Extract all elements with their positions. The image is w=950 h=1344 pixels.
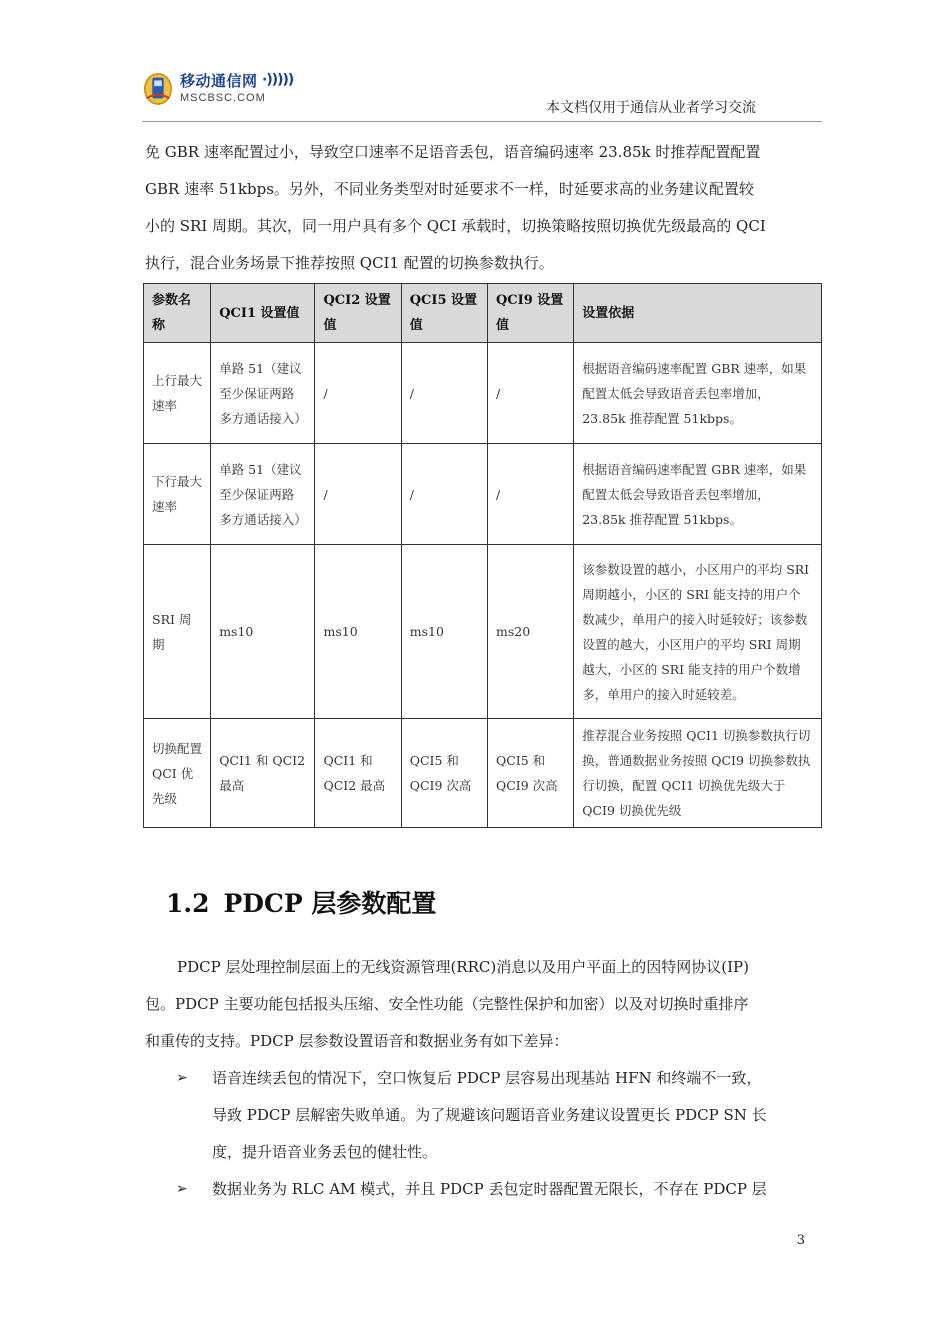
table-cell: 下行最大速率 [144, 444, 211, 545]
table-cell: QCI5 和 QCI9 次高 [401, 719, 487, 828]
paragraph-line: 小的 SRI 周期。其次，同一用户具有多个 QCI 承载时，切换策略按照切换优先级最高的 QCI [145, 217, 766, 235]
table-row [144, 444, 822, 545]
table-cell: QCI1 和 QCI2 最高 [315, 719, 401, 828]
table-cell: SRI 周期 [144, 545, 211, 719]
table-header-row [144, 284, 822, 343]
section-heading [166, 884, 436, 920]
table-header-cell: 设置依据 [574, 284, 822, 343]
table-cell: 上行最大速率 [144, 343, 211, 444]
qci-parameter-table [143, 283, 822, 828]
table-header-cell: QCI5 设置值 [401, 284, 487, 343]
table-cell: 切换配置 QCI 优先级 [144, 719, 211, 828]
header-note: 本文档仅用于通信从业者学习交流 [546, 100, 756, 116]
page-number: 3 [796, 1233, 805, 1248]
section-title-text: PDCP 层参数配置 [223, 889, 437, 918]
table-cell: ms20 [487, 545, 573, 719]
table-header-cell: 参数名称 [144, 284, 211, 343]
table-header-cell: QCI2 设置值 [315, 284, 401, 343]
table-cell: 单路 51（建议至少保证两路多方通话接入） [211, 343, 315, 444]
section-number: 1.2 [166, 889, 210, 918]
table-cell: 根据语音编码速率配置 GBR 速率，如果配置太低会导致语音丢包率增加，23.85k 推荐配置 51kbps。 [574, 343, 822, 444]
bullet-line: 导致 PDCP 层解密失败单通。为了规避该问题语音业务建议设置更长 PDCP SN 长 [212, 1106, 767, 1124]
table-row [144, 343, 822, 444]
table-cell: / [487, 343, 573, 444]
table-cell: / [401, 343, 487, 444]
table-header-cell: QCI9 设置值 [487, 284, 573, 343]
table-row [144, 719, 822, 828]
arrow-bullet-icon: ➢ [176, 1070, 188, 1086]
bullet-line: 数据业务为 RLC AM 模式，并且 PDCP 丢包定时器配置无限长，不存在 PDCP 层 [212, 1180, 767, 1198]
table-row [144, 545, 822, 719]
site-logo [142, 68, 302, 112]
arrow-bullet-icon: ➢ [176, 1181, 188, 1197]
pdcp-paragraph [145, 949, 810, 1060]
bullet-item [176, 1060, 811, 1171]
table-cell: QCI5 和 QCI9 次高 [487, 719, 573, 828]
table-cell: / [315, 343, 401, 444]
table-cell: ms10 [211, 545, 315, 719]
table-cell: ms10 [401, 545, 487, 719]
table-header-cell: QCI1 设置值 [211, 284, 315, 343]
table-cell: ms10 [315, 545, 401, 719]
table-cell: 该参数设置的越小，小区用户的平均 SRI 周期越小，小区的 SRI 能支持的用户个数减少，单用户的接入时延较好；该参数设置的越大，小区用户的平均 SRI 周期越大，小区的 SRI 能支持的用户个数增多，单用户的接入时延较差。 [574, 545, 822, 719]
logo-english-text: MSCBSC.COM [180, 92, 266, 104]
intro-paragraph [145, 134, 810, 282]
bullet-line: 语音连续丢包的情况下，空口恢复后 PDCP 层容易出现基站 HFN 和终端不一致， [212, 1069, 762, 1087]
logo-badge-icon [142, 70, 174, 106]
paragraph-line: PDCP 层处理控制层面上的无线资源管理(RRC)消息以及用户平面上的因特网协议(IP) [177, 958, 749, 976]
table-cell: / [401, 444, 487, 545]
bullet-line: 度，提升语音业务丢包的健壮性。 [212, 1143, 438, 1161]
paragraph-line: 执行，混合业务场景下推荐按照 QCI1 配置的切换参数执行。 [145, 254, 554, 272]
paragraph-line: GBR 速率 51kbps。另外，不同业务类型对时延要求不一样，时延要求高的业务建议配置较 [145, 180, 754, 198]
table-cell: QCI1 和 QCI2 最高 [211, 719, 315, 828]
table-cell: 单路 51（建议至少保证两路多方通话接入） [211, 444, 315, 545]
bullet-item [176, 1171, 811, 1208]
paragraph-line: 免 GBR 速率配置过小，导致空口速率不足语音丢包，语音编码速率 23.85k 时推荐配置配置 [145, 143, 761, 161]
table-cell: / [315, 444, 401, 545]
table-cell: / [487, 444, 573, 545]
table-cell: 根据语音编码速率配置 GBR 速率，如果配置太低会导致语音丢包率增加，23.85k 推荐配置 51kbps。 [574, 444, 822, 545]
header-divider [142, 121, 822, 122]
signal-waves-icon: ·))))) [262, 72, 294, 88]
paragraph-line: 和重传的支持。PDCP 层参数设置语音和数据业务有如下差异： [145, 1032, 569, 1050]
paragraph-line: 包。PDCP 主要功能包括报头压缩、安全性功能（完整性保护和加密）以及对切换时重排序 [145, 995, 749, 1013]
logo-chinese-text: 移动通信网 [180, 72, 258, 90]
table-cell: 推荐混合业务按照 QCI1 切换参数执行切换，普通数据业务按照 QCI9 切换参数执行切换，配置 QCI1 切换优先级大于 QCI9 切换优先级 [574, 719, 822, 828]
